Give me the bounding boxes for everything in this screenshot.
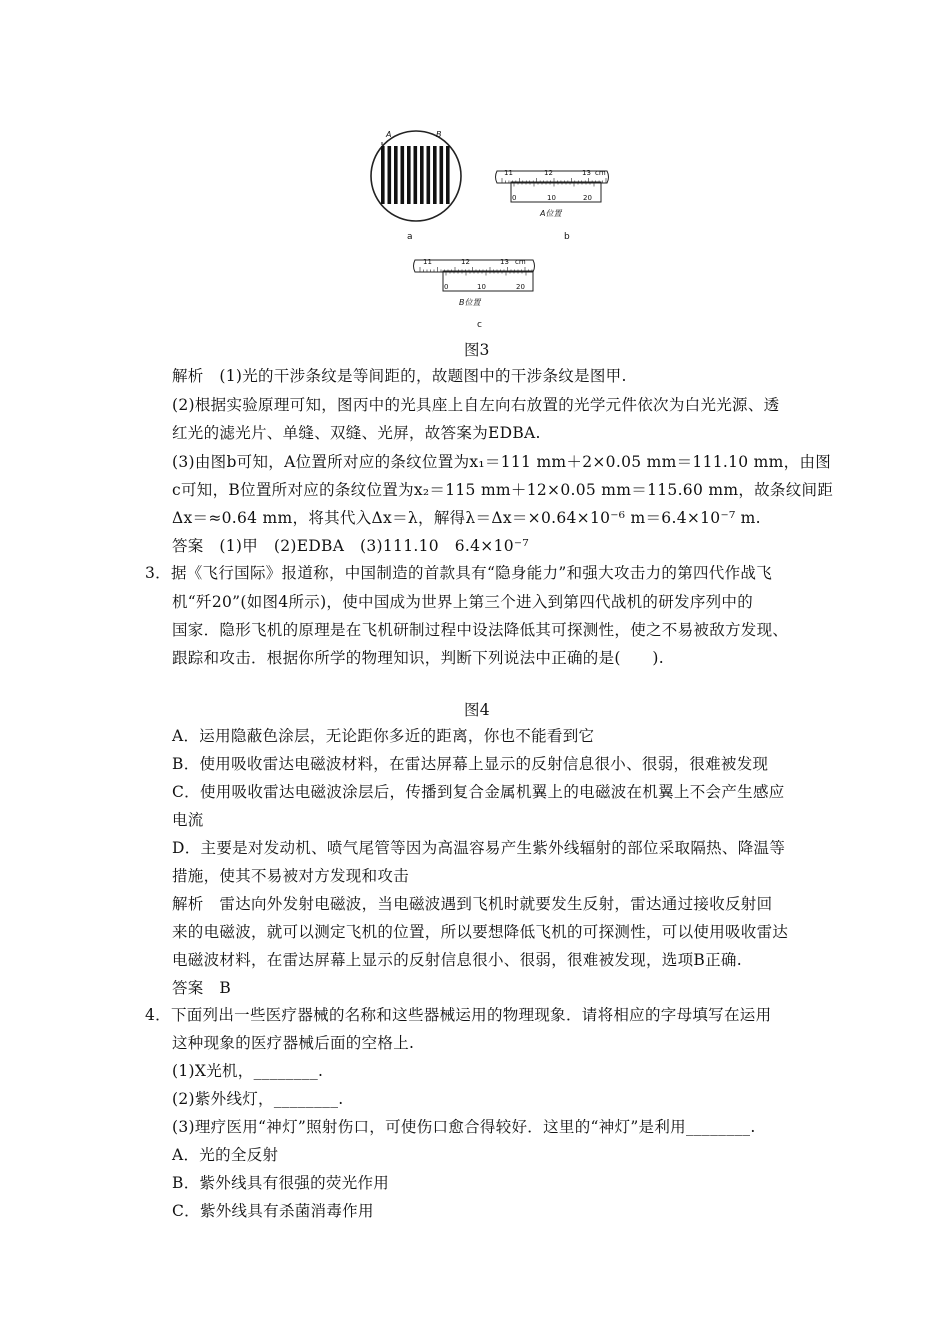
panel-b-main-tick-unit: cm [595,169,606,177]
panel-a-label-right: B [436,130,442,139]
panel-a-label-left: A [386,130,392,139]
panel-b-main-tick-2: 13 [582,169,591,177]
question3-line-2: 机“歼20”(如图4所示)，使中国成为世界上第三个进入到第四代战机的研发序列中的 [172,593,754,611]
option-3c-line-1: C．使用吸收雷达电磁波涂层后，传播到复合金属机翼上的电磁波在机翼上不会产生感应 [172,783,785,801]
analysis-line-6: Δx＝≈0.64 mm，将其代入Δx＝λ，解得λ＝Δx＝×0.64×10⁻⁶ m＝6.4×10⁻⁷ m. [172,509,761,527]
panel-c-vernier-tick-0: 0 [444,283,449,291]
interference-fringe [407,146,411,204]
question4-blank-1: (1)X光机，________. [172,1062,324,1080]
interference-fringe [414,146,418,204]
question4-line-1: 4．下面列出一些医疗器械的名称和这些器械运用的物理现象．请将相应的字母填写在运用 [145,1006,772,1024]
panel-a-caption: a [407,232,413,242]
interference-fringe [440,146,444,204]
panel-c-vernier-tick-1: 10 [477,283,486,291]
analysis-line-4: (3)由图b可知，A位置所对应的条纹位置为x₁＝111 mm＋2×0.05 mm＝111.10 mm，由图 [172,453,832,471]
interference-fringe [394,146,398,204]
analysis3-line-2: 来的电磁波，就可以测定飞机的位置，所以要想降低飞机的可探测性，可以使用吸收雷达 [172,923,789,941]
interference-fringe [388,146,392,204]
question4-line-2: 这种现象的医疗器械后面的空格上. [172,1034,415,1052]
answer3: 答案 B [172,979,232,997]
panel-c-main-tick-0: 11 [423,258,432,266]
panel-c-main-tick-2: 13 [500,258,509,266]
interference-fringe [401,146,405,204]
panel-c-caption: c [477,320,482,330]
analysis3-line-3: 电磁波材料，在雷达屏幕上显示的反射信息很小、很弱，很难被发现，选项B正确. [172,951,742,969]
panel-b-main-tick-0: 11 [504,169,513,177]
panel-b-vernier-tick-2: 20 [583,194,592,202]
analysis-line-1: 解析 (1)光的干涉条纹是等间距的，故题图中的干涉条纹是图甲. [172,367,627,385]
panel-c-position-label: B位置 [459,298,481,307]
analysis3-line-1: 解析 雷达向外发射电磁波，当电磁波遇到飞机时就要发生反射，雷达通过接收反射回 [172,895,773,913]
interference-fringe [433,146,437,204]
panel-b-vernier-tick-1: 10 [547,194,556,202]
panel-b-main-tick-1: 12 [544,169,553,177]
panel-b-caption: b [564,232,570,242]
option-3a: A．运用隐蔽色涂层，无论距你多近的距离，你也不能看到它 [172,727,595,745]
option-4c: C．紫外线具有杀菌消毒作用 [172,1202,374,1220]
option-3c-line-2: 电流 [172,811,204,829]
option-3d-line-2: 措施，使其不易被对方发现和攻击 [172,867,410,885]
question4-blank-2: (2)紫外线灯，________. [172,1090,344,1108]
panel-c-main-tick-unit: cm [515,258,526,266]
option-3b: B．使用吸收雷达电磁波材料，在雷达屏幕上显示的反射信息很小、很弱，很难被发现 [172,755,769,773]
answer-line-2: 答案 (1)甲 (2)EDBA (3)111.10 6.4×10⁻⁷ [172,537,529,555]
analysis-line-3: 红光的滤光片、单缝、双缝、光屏，故答案为EDBA. [172,424,541,442]
question3-line-3: 国家．隐形飞机的原理是在飞机研制过程中设法降低其可探测性，使之不易被敌方发现、 [172,621,789,639]
option-3d-line-1: D．主要是对发动机、喷气尾管等因为高温容易产生紫外线辐射的部位采取隔热、降温等 [172,839,786,857]
panel-c-vernier-tick-2: 20 [516,283,525,291]
option-4a: A．光的全反射 [172,1146,279,1164]
interference-fringe [427,146,431,204]
figure4-title: 图4 [464,701,490,719]
interference-fringe [381,146,385,204]
panel-c-main-tick-1: 12 [461,258,470,266]
analysis-line-2: (2)根据实验原理可知，图丙中的光具座上自左向右放置的光学元件依次为白光光源、透 [172,396,780,414]
interference-fringe [446,146,450,204]
interference-fringe [420,146,424,204]
figure3-title: 图3 [464,341,490,359]
figure3-panel-a [368,128,464,224]
option-4b: B．紫外线具有很强的荧光作用 [172,1174,390,1192]
question3-line-1: 3．据《飞行国际》报道称，中国制造的首款具有“隐身能力”和强大攻击力的第四代作战飞 [145,564,773,582]
question4-blank-3: (3)理疗医用“神灯”照射伤口，可使伤口愈合得较好．这里的“神灯”是利用________. [172,1118,756,1136]
question3-line-4: 跟踪和攻击．根据你所学的物理知识，判断下列说法中正确的是( ). [172,649,664,667]
panel-b-vernier-tick-0: 0 [512,194,517,202]
panel-b-position-label: A位置 [540,209,562,218]
analysis-line-5: c可知，B位置所对应的条纹位置为x₂＝115 mm＋12×0.05 mm＝115.60 mm，故条纹间距 [172,481,834,499]
